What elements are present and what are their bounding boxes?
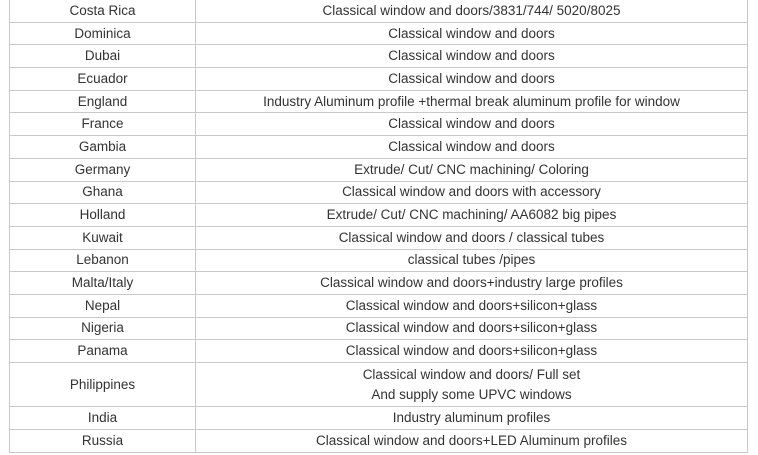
product-cell: Industry aluminum profiles (196, 407, 748, 430)
table-row (10, 430, 748, 453)
country-cell: Holland (10, 204, 196, 227)
table-row (10, 181, 748, 204)
product-cell: Classical window and doors+silicon+glass (196, 294, 748, 317)
country-cell: France (10, 113, 196, 136)
country-cell: Gambia (10, 136, 196, 159)
product-cell: Classical window and doors/3831/744/ 5020/8025 (196, 0, 748, 22)
product-cell: Classical window and doors+silicon+glass (196, 317, 748, 340)
country-cell: Russia (10, 430, 196, 453)
country-product-table (9, 0, 748, 453)
country-cell: Kuwait (10, 226, 196, 249)
table-row (10, 407, 748, 430)
product-cell: Extrude/ Cut/ CNC machining/ AA6082 big pipes (196, 204, 748, 227)
product-cell: Classical window and doors with accessory (196, 181, 748, 204)
table-row (10, 317, 748, 340)
table-row (10, 294, 748, 317)
product-line: And supply some UPVC windows (371, 386, 572, 402)
country-cell: Dominica (10, 22, 196, 45)
table-row (10, 226, 748, 249)
country-cell: Germany (10, 158, 196, 181)
table-row (10, 136, 748, 159)
product-cell: Classical window and doors+silicon+glass (196, 340, 748, 363)
table-row (10, 249, 748, 272)
country-cell: Ecuador (10, 68, 196, 91)
table-row (10, 68, 748, 91)
product-cell: Classical window and doors (196, 68, 748, 91)
country-cell: Costa Rica (10, 0, 196, 22)
country-cell: Dubai (10, 45, 196, 68)
table-row (10, 45, 748, 68)
table-row (10, 90, 748, 113)
product-cell: Classical window and doors / classical tubes (196, 226, 748, 249)
product-line: Classical window and doors/ Full set (362, 366, 581, 382)
table-row (10, 113, 748, 136)
product-cell (196, 363, 748, 407)
table-row (10, 363, 748, 407)
product-cell: Classical window and doors (196, 45, 748, 68)
country-cell: Malta/Italy (10, 272, 196, 295)
table-row (10, 272, 748, 295)
country-cell: India (10, 407, 196, 430)
country-cell: Nepal (10, 294, 196, 317)
product-cell: Classical window and doors+industry large profiles (196, 272, 748, 295)
product-cell: Classical window and doors+LED Aluminum profiles (196, 430, 748, 453)
country-cell: Panama (10, 340, 196, 363)
table-row (10, 158, 748, 181)
product-cell: Classical window and doors (196, 136, 748, 159)
product-cell: Classical window and doors (196, 113, 748, 136)
table-row (10, 0, 748, 22)
table-row (10, 22, 748, 45)
product-cell: Extrude/ Cut/ CNC machining/ Coloring (196, 158, 748, 181)
country-cell: Ghana (10, 181, 196, 204)
product-cell: Industry Aluminum profile +thermal break aluminum profile for window (196, 90, 748, 113)
product-cell: classical tubes /pipes (196, 249, 748, 272)
country-cell: England (10, 90, 196, 113)
product-cell: Classical window and doors (196, 22, 748, 45)
table-row (10, 340, 748, 363)
table-row (10, 204, 748, 227)
country-cell: Lebanon (10, 249, 196, 272)
country-cell: Philippines (10, 363, 196, 407)
country-cell: Nigeria (10, 317, 196, 340)
table-body (10, 0, 748, 452)
